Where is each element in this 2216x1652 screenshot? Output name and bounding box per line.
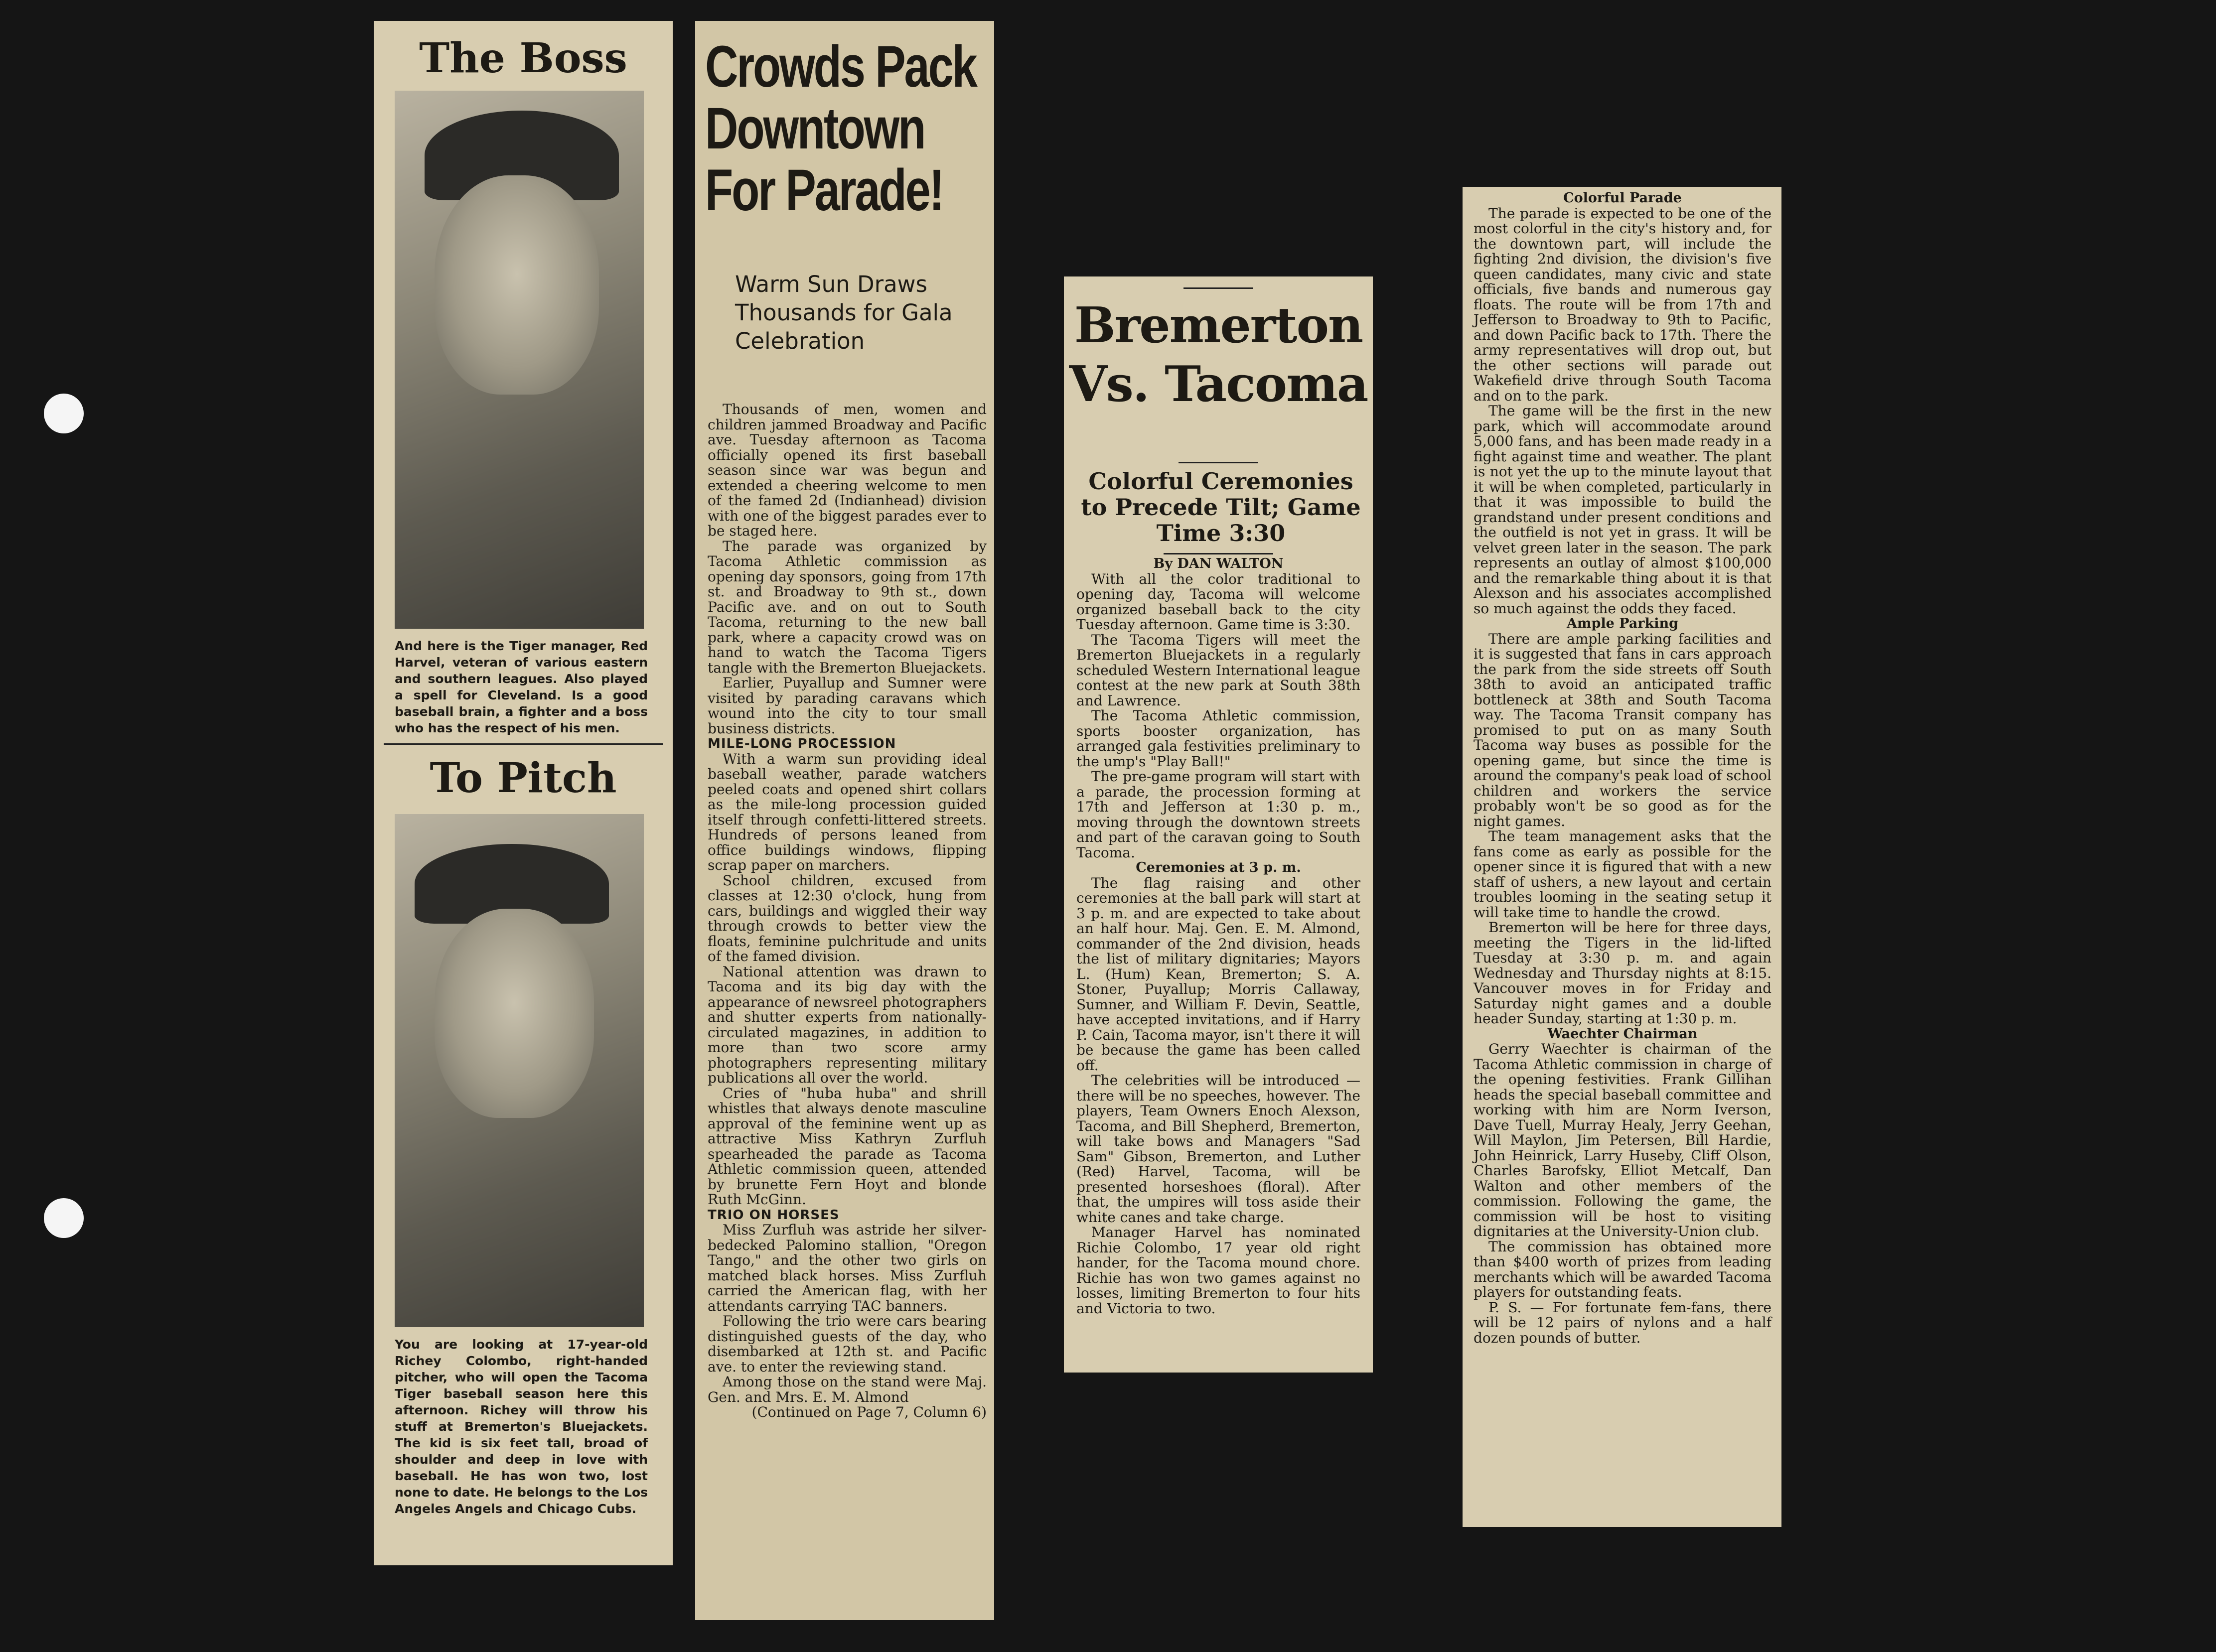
paragraph: Earlier, Puyallup and Sumner were visited by parading caravans which wound into the city to tour small business districts. (708, 675, 987, 737)
divider (384, 743, 663, 745)
paragraph: Cries of "huba huba" and shrill whistles that always denote masculine approval of the feminine went up as attractive Miss Kathryn Zurfluh spearheaded the parade as Tacoma Athletic commission queen, attended by brunette Fern Hoyt and blonde Ruth McGinn. (708, 1085, 987, 1208)
continued-note: (Continued on Page 7, Column 6) (751, 1404, 987, 1420)
subheading: Waechter Chairman (1547, 1026, 1698, 1042)
paragraph: P. S. — For fortunate fem-fans, there will be 12 pairs of nylons and a half dozen pounds of butter. (1474, 1299, 1772, 1346)
paragraph: Gerry Waechter is chairman of the Tacoma Athletic commission in charge of the opening festivities. Frank Gillihan heads the special baseball committee and working with him are Norm Iverson, Dave Tuell, Murray Healy, Jerry Geehan, Will Maylon, Jim Petersen, Bill Hardie, John Heinrick, Larry Huseby, Cliff Olson, Charles Barofsky, Elliot Metcalf, Dan Walton and other members of the commission. Following the game, the commission will be host to visiting dignitaries at the University-Union club. (1474, 1041, 1772, 1239)
clipping-crowds-pack-downtown (695, 21, 994, 1620)
photo-face (435, 909, 594, 1118)
headline-to-pitch: To Pitch (430, 754, 617, 802)
article-body-bremerton (1076, 556, 1360, 1316)
subhead-warm-sun: Warm Sun Draws Thousands for Gala Celebration (735, 271, 953, 354)
subhead-colorful-ceremonies: Colorful Ceremonies to Precede Tilt; Game Time 3:30 (1081, 468, 1361, 547)
article-body-parade (708, 402, 987, 1420)
subheading: Colorful Parade (1563, 190, 1682, 206)
paragraph: The commission has obtained more than $400 worth of prizes from leading merchants which will be awarded Tacoma players for outstanding feats. (1474, 1238, 1772, 1300)
paragraph: The parade is expected to be one of the most colorful in the city's history and, for the downtown part, will include the fighting 2nd division, the division's five queen candidates, many civic and state officials, five bands and numerous gay floats. The route will be from 17th and Jefferson to Broadway to 9th to Pacific, and down Pacific back to 17th. There the army representatives will drop out, but the other sections will parade out Wakefield drive through South Tacoma and on to the park. (1474, 205, 1772, 404)
paragraph: The celebrities will be introduced —there will be no speeches, however. The players, Team Owners Enoch Alexson, Tacoma, and Bill Shepherd, Bremerton, will take bows and Managers "Sad Sam" Gibson, Bremerton, and Luther (Red) Harvel, Tacoma, will be presented horseshoes (floral). After that, the umpires will toss aside their white canes and take charge. (1076, 1072, 1360, 1226)
photo-face (435, 175, 599, 395)
photo-red-harvel (395, 91, 644, 629)
paragraph: The Tacoma Athletic commission, sports booster organization, has arranged gala festivities preliminary to the ump's "Play Ball!" (1076, 707, 1360, 770)
photo-richey-colombo (395, 814, 644, 1327)
binder-hole-bottom (44, 1198, 84, 1238)
paragraph: School children, excused from classes at 12:30 o'clock, hung from cars, buildings and wiggled their way through crowds to better view the floats, feminine pulchritude and units of the famed division. (708, 872, 987, 964)
paragraph: With a warm sun providing ideal baseball weather, parade watchers peeled coats and opened shirt collars as the mile-long procession guided itself through confetti-littered streets. Hundreds of persons leaned from office buildings windows, flipping scrap paper on marchers. (708, 750, 987, 873)
paragraph: There are ample parking facilities and it is suggested that fans in cars approach the park from the side streets off South 38th to avoid an anticipated traffic bottleneck at 38th and South Tacoma way. The Tacoma Transit company has promised to put on as many South Tacoma way buses as possible for the opening game, but since the time is around the company's peak load of school children and workers the service probably won't be so good as for the night games. (1474, 630, 1772, 829)
paragraph: Thousands of men, women and children jammed Broadway and Pacific ave. Tuesday afternoon as Tacoma officially opened its first baseball season since war was begun and extended a cheering welcome to men of the famed 2d (Indianhead) division with one of the biggest parades ever to be staged here. (708, 401, 987, 539)
headline-the-boss: The Boss (419, 34, 627, 82)
headline-bremerton-vs-tacoma: Bremerton Vs. Tacoma (1069, 297, 1368, 413)
paragraph: The team management asks that the fans come as early as possible for the opener since it is figured that with a new staff of ushers, a new layout and certain troubles looming in the seating setup it will take time to handle the crowd. (1474, 828, 1772, 921)
paragraph: Manager Harvel has nominated Richie Colombo, 17 year old right hander, for the Tacoma mound chore. Richie has won two games against no losses, limiting Bremerton to four hits and Victoria to two. (1076, 1224, 1360, 1317)
paragraph: Bremerton will be here for three days, meeting the Tigers in the lid-lifted Tuesday at 3:30 p. m. and again Wednesday and Thursday nights at 8:15. Vancouver moves in for Friday and Saturday night games and a double header Sunday, starting at 1:30 p. m. (1474, 919, 1772, 1027)
subheading: Ample Parking (1566, 616, 1678, 631)
byline: By DAN WALTON (1153, 556, 1284, 571)
divider (1164, 553, 1273, 554)
binder-hole-top (44, 394, 84, 433)
subheading: Ceremonies at 3 p. m. (1136, 860, 1301, 875)
subheading: TRIO ON HORSES (708, 1207, 840, 1223)
clipping-bremerton-vs-tacoma (1064, 276, 1373, 1373)
clipping-boss-to-pitch (374, 21, 673, 1565)
caption-richey-colombo: You are looking at 17-year-old Richey Colombo, right-handed pitcher, who will open the Tacoma Tiger baseball season here this afternoon. Richey will throw his stuff at Bremerton's Bluejackets. The kid is six feet tall, broad of shoulder and deep in love with baseball. He has won two, lost none to date. He belongs to the Los Angeles Angels and Chicago Cubs. (395, 1337, 648, 1516)
paragraph: Following the trio were cars bearing distinguished guests of the day, who disembarked at 12th st. and Pacific ave. to enter the reviewing stand. (708, 1313, 987, 1375)
clipping-colorful-parade (1463, 187, 1781, 1527)
paragraph: The pre-game program will start with a parade, the procession forming at 17th and Jefferson at 1:30 p. m., moving through the downtown streets and part of the caravan going to South Tacoma. (1076, 768, 1360, 861)
headline-crowds-pack: Crowds Pack Downtown For Parade! (705, 34, 976, 223)
subheading: MILE-LONG PROCESSION (708, 736, 896, 751)
divider (1179, 462, 1258, 463)
paragraph: Among those on the stand were Maj. Gen. and Mrs. E. M. Almond (708, 1374, 987, 1405)
paragraph: With all the color traditional to opening day, Tacoma will welcome organized baseball back to the city Tuesday afternoon. Game time is 3:30. (1076, 570, 1360, 633)
paragraph: National attention was drawn to Tacoma and its big day with the appearance of newsreel photographers and shutter experts from nationally-circulated magazines, in addition to more than two score army photographers representing military publications all over the world. (708, 963, 987, 1086)
paragraph: The flag raising and other ceremonies at the ball park will start at 3 p. m. and are expected to take about an half hour. Maj. Gen. E. M. Almond, commander of the 2nd division, heads the list of military dignitaries; Mayors L. (Hum) Kean, Bremerton; S. A. Stoner, Puyallup; Morris Callaway, Sumner, and William F. Devin, Seattle, have accepted invitations, and if Harry P. Cain, Tacoma mayor, isn't there it will be because the game has been called off. (1076, 874, 1360, 1074)
divider (1183, 287, 1253, 289)
paragraph: The parade was organized by Tacoma Athletic commission as opening day sponsors, going from 17th st. and Broadway to 9th st., down Pacific ave. and on out to South Tacoma, returning to the new ball park, where a capacity crowd was on hand to watch the Tacoma Tigers tangle with the Bremerton Bluejackets. (708, 538, 987, 676)
article-body-continuation (1474, 191, 1772, 1346)
paragraph: Miss Zurfluh was astride her silver-bedecked Palomino stallion, "Oregon Tango," and the other two girls on matched black horses. Miss Zurfluh carried the American flag, with her attendants carrying TAC banners. (708, 1222, 987, 1314)
paragraph: The game will be the first in the new park, which will accommodate around 5,000 fans, and has been made ready in a fight against time and weather. The plant is not yet the up to the minute layout that it will be when completed, particularly in that it was impossible to build the grandstand under present conditions and the outfield is not yet in grass. It will be velvet green later in the season. The park represents an outlay of almost $100,000 and the remarkable thing about it is that Alexson and his associates accomplished so much against the odds they faced. (1474, 403, 1772, 617)
caption-red-harvel: And here is the Tiger manager, Red Harvel, veteran of various eastern and southern leagues. Also played a spell for Cleveland. Is a good baseball brain, a fighter and a boss who has the respect of his men. (395, 639, 648, 735)
paragraph: The Tacoma Tigers will meet the Bremerton Bluejackets in a regularly scheduled Western International league contest at the new park at South 38th and Lawrence. (1076, 631, 1360, 709)
